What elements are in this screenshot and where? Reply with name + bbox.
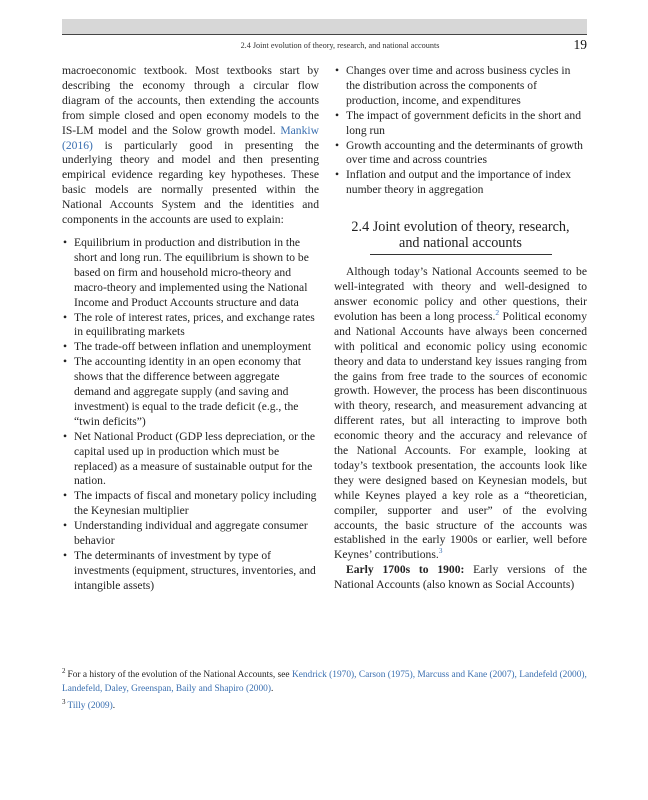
list-item bbox=[62, 340, 319, 355]
right-bullet-list bbox=[334, 64, 587, 198]
list-item bbox=[62, 549, 319, 594]
bullet-icon: • bbox=[335, 138, 340, 152]
footnote-ref-3[interactable]: 3 bbox=[438, 546, 443, 556]
left-bullet-list bbox=[62, 236, 319, 594]
bullet-icon: • bbox=[335, 64, 340, 77]
running-head: 2.4 Joint evolution of theory, research, and national accounts bbox=[240, 41, 440, 50]
era-paragraph bbox=[334, 563, 587, 593]
footnotes bbox=[62, 668, 587, 716]
era-text: Early versions of the National Accounts (also known as Social Accounts) bbox=[334, 563, 588, 592]
list-item-text: Net National Product (GDP less depreciation, or the capital used up in production which must be replaced) as a measure of sustainable output for the nation. bbox=[74, 429, 316, 488]
list-item bbox=[62, 430, 319, 490]
list-item-text: The role of interest rates, prices, and exchange rates in equilibrating markets bbox=[74, 310, 315, 339]
bullet-icon: • bbox=[63, 355, 68, 369]
list-item bbox=[62, 311, 319, 341]
bullet-icon: • bbox=[63, 235, 68, 249]
bullet-icon: • bbox=[63, 549, 68, 562]
bullet-icon: • bbox=[63, 310, 68, 324]
list-item-text: The impact of government deficits in the short and long run bbox=[346, 108, 582, 137]
intro-text-continued: is particularly good in presenting the underlying theory and model and then presenting empirical evidence regarding key hypotheses. These basic models are normally presented within the National Accounts System and the identities and components in the accounts are used to explain: bbox=[62, 138, 319, 227]
footnote-text: For a history of the evolution of the National Accounts, see bbox=[67, 670, 290, 680]
paragraph-text: Although today’s National Accounts seemed to be well-integrated with theory and well-designed to answer economic policy and other questions, their evolution has been a long process. bbox=[334, 265, 587, 323]
section-title-rule bbox=[370, 254, 552, 255]
section-heading bbox=[334, 219, 587, 251]
list-item-text: The accounting identity in an open economy that shows that the difference between aggregate demand and aggregate supply (and saving and investment) is equal to the trade deficit (e.g., the “twin deficits”) bbox=[74, 355, 301, 428]
bullet-icon: • bbox=[335, 108, 340, 122]
section-title-line-1: 2.4 Joint evolution of theory, research, bbox=[351, 219, 570, 236]
list-item-text: Understanding individual and aggregate consumer behavior bbox=[74, 519, 308, 548]
bullet-icon: • bbox=[63, 340, 68, 354]
footnote-end: . bbox=[112, 701, 116, 711]
header-band bbox=[62, 19, 587, 34]
bullet-icon: • bbox=[335, 168, 340, 182]
citation-link-mankiw[interactable]: Mankiw (2016) bbox=[62, 123, 319, 152]
list-item bbox=[62, 355, 319, 430]
list-item-text: Equilibrium in production and distribution in the short and long run. The equilibrium is shown to be based on firm and household micro-theory and macro-theory and implemented using the National Income and Product Accounts structure and data bbox=[74, 235, 309, 309]
list-item bbox=[62, 519, 319, 549]
header-rule bbox=[62, 34, 587, 35]
list-item-text: The determinants of investment by type of investments (equipment, structures, inventories, and intangible assets) bbox=[74, 549, 316, 592]
list-item-text: Changes over time and across business cycles in the distribution across the components of production, income, and expenditures bbox=[346, 64, 571, 107]
list-item bbox=[334, 168, 587, 198]
list-item-text: The impacts of fiscal and monetary policy including the Keynesian multiplier bbox=[74, 489, 317, 518]
footnote-citation-links[interactable]: Kendrick (1970), Carson (1975), Marcuss and Kane (2007), Landefeld (2000), Landefeld, Daley, Greenspan, Baily and Shapiro (2000) bbox=[62, 670, 587, 694]
footnote-number: 3 bbox=[62, 697, 66, 706]
list-item bbox=[334, 139, 587, 169]
era-heading: Early 1700s to 1900: bbox=[346, 563, 465, 577]
footnote-ref-2[interactable]: 2 bbox=[495, 308, 500, 318]
list-item-text: Growth accounting and the determinants of growth over time and across countries bbox=[346, 138, 583, 167]
list-item bbox=[62, 489, 319, 519]
bullet-icon: • bbox=[63, 489, 68, 503]
intro-paragraph bbox=[62, 64, 319, 228]
bullet-icon: • bbox=[63, 519, 68, 533]
left-column bbox=[62, 64, 319, 594]
page-number: 19 bbox=[573, 37, 587, 52]
intro-text: macroeconomic textbook. Most textbooks start by describing the economy through a circular flow diagram of the accounts, then extending the accounts from simple closed and open economy models to the IS-LM model and the Solow growth model. bbox=[62, 64, 319, 137]
list-item-text: Inflation and output and the importance of index number theory in aggregation bbox=[346, 168, 572, 197]
paragraph-text-continued: Political economy and National Accounts have always been concerned with political and economic policy using economic theory and data to understand key issues ranging from the gains from free trade to the sources of economic growth. However, the process has been discontinuous with theory, research, and measurement advancing at different rates, but all interacting to improve both economic theory and the accuracy and relevance of the National Accounts. For example, looking at today’s textbook presentation, the accounts look like they were designed based on Keynesian models, but while Keynes played a key role as a “theoretician, compiler, supporter and user” of the evolving accounts, the basic structure of the accounts was established in the early 1900s or earlier, well before Keynes’ contributions. bbox=[334, 309, 587, 562]
footnote-citation-link-tilly[interactable]: Tilly (2009) bbox=[67, 701, 113, 711]
section-paragraph bbox=[334, 265, 587, 563]
list-item bbox=[334, 109, 587, 139]
section-title-line-2: and national accounts bbox=[399, 235, 522, 252]
bullet-icon: • bbox=[63, 429, 68, 443]
list-item bbox=[62, 236, 319, 311]
list-item-text: The trade-off between inflation and unemployment bbox=[74, 340, 312, 354]
footnote-end: . bbox=[270, 684, 274, 694]
footnote-3 bbox=[62, 699, 587, 713]
right-column bbox=[334, 64, 587, 593]
list-item bbox=[334, 64, 587, 109]
footnote-number: 2 bbox=[62, 666, 66, 675]
footnote-2 bbox=[62, 668, 587, 696]
